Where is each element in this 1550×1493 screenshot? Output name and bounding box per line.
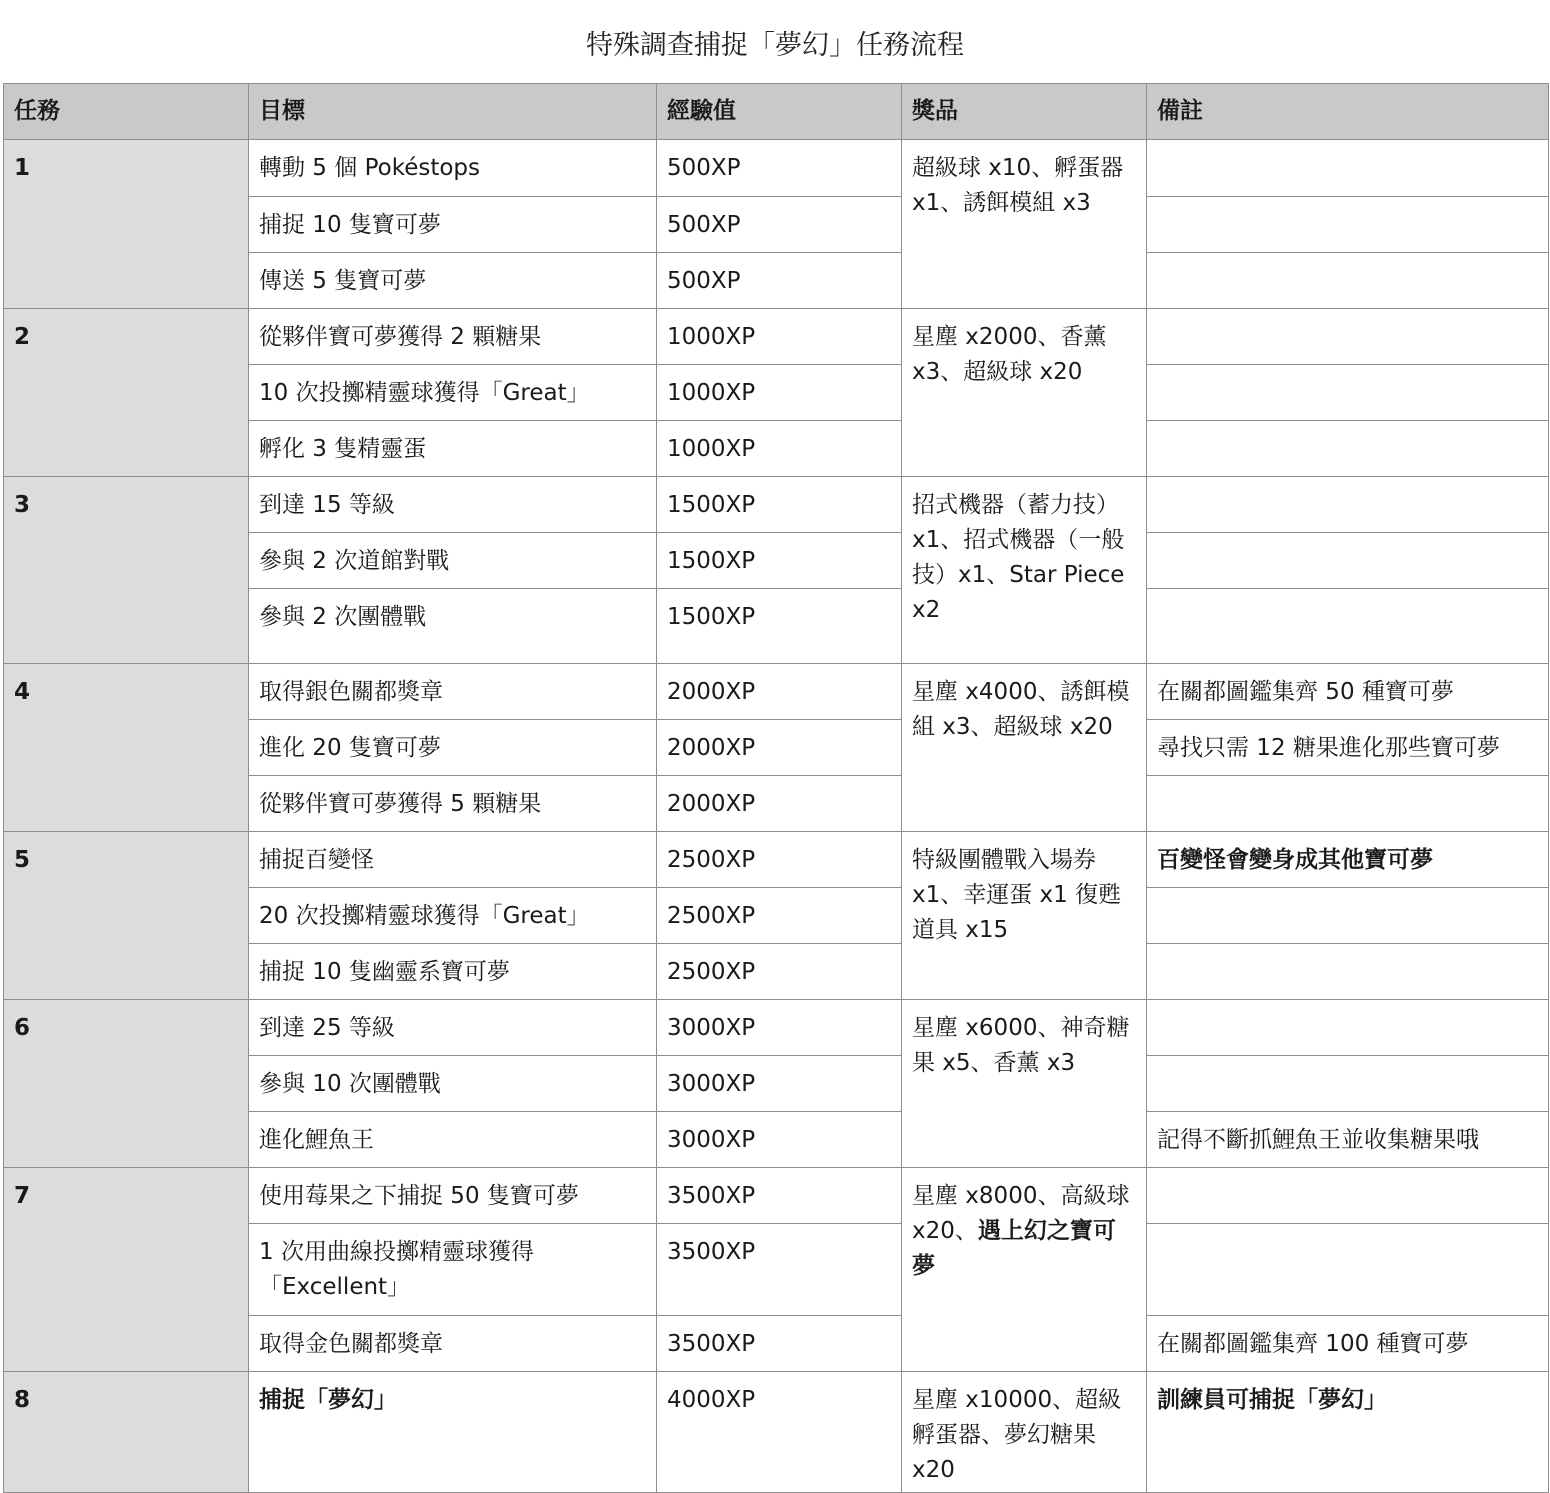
note-cell: 百變怪會變身成其他寶可夢 xyxy=(1147,832,1549,888)
reward-cell xyxy=(902,309,1147,477)
note-cell xyxy=(1147,589,1549,664)
note-cell xyxy=(1147,1000,1549,1056)
table-row xyxy=(4,1372,1549,1493)
note-cell xyxy=(1147,1056,1549,1112)
reward-cell xyxy=(902,477,1147,664)
quest-number: 5 xyxy=(4,832,249,1000)
xp-cell: 500XP xyxy=(657,197,902,253)
reward-cell xyxy=(902,832,1147,1000)
reward-text: 遇上幻之寶可夢 xyxy=(912,1218,1116,1279)
xp-cell: 1000XP xyxy=(657,365,902,421)
goal-cell: 進化 20 隻寶可夢 xyxy=(249,720,657,776)
xp-cell: 1000XP xyxy=(657,421,902,477)
note-cell xyxy=(1147,776,1549,832)
quest-number: 4 xyxy=(4,664,249,832)
quest-number: 8 xyxy=(4,1372,249,1493)
note-cell xyxy=(1147,365,1549,421)
reward-text: 星塵 x4000、誘餌模組 x3、超級球 x20 xyxy=(912,679,1130,740)
goal-cell: 從夥伴寶可夢獲得 5 顆糖果 xyxy=(249,776,657,832)
note-cell: 在關都圖鑑集齊 100 種寶可夢 xyxy=(1147,1316,1549,1372)
xp-cell: 2000XP xyxy=(657,776,902,832)
header-quest: 任務 xyxy=(4,84,249,140)
reward-text: 特級團體戰入場券 x1、幸運蛋 x1 復甦道具 x15 xyxy=(912,847,1122,943)
document-title: 特殊調查捕捉「夢幻」任務流程 xyxy=(586,30,964,61)
goal-cell: 參與 2 次團體戰 xyxy=(249,589,657,664)
reward-cell xyxy=(902,1372,1147,1493)
xp-cell: 2500XP xyxy=(657,888,902,944)
goal-cell: 轉動 5 個 Pokéstops xyxy=(249,140,657,197)
goal-cell: 捕捉 10 隻幽靈系寶可夢 xyxy=(249,944,657,1000)
note-cell xyxy=(1147,944,1549,1000)
xp-cell: 500XP xyxy=(657,253,902,309)
note-cell xyxy=(1147,533,1549,589)
goal-cell: 傳送 5 隻寶可夢 xyxy=(249,253,657,309)
xp-cell: 3000XP xyxy=(657,1056,902,1112)
header-goal: 目標 xyxy=(249,84,657,140)
goal-cell: 取得金色關都獎章 xyxy=(249,1316,657,1372)
xp-cell: 3500XP xyxy=(657,1168,902,1224)
quest-table-body xyxy=(4,140,1549,1493)
goal-cell: 參與 10 次團體戰 xyxy=(249,1056,657,1112)
header-xp: 經驗值 xyxy=(657,84,902,140)
table-row xyxy=(4,664,1549,720)
goal-cell: 捕捉「夢幻」 xyxy=(249,1372,657,1493)
goal-cell: 取得銀色關都獎章 xyxy=(249,664,657,720)
header-reward: 獎品 xyxy=(902,84,1147,140)
note-cell: 尋找只需 12 糖果進化那些寶可夢 xyxy=(1147,720,1549,776)
goal-cell: 到達 25 等級 xyxy=(249,1000,657,1056)
note-cell xyxy=(1147,1168,1549,1224)
goal-cell: 捕捉百變怪 xyxy=(249,832,657,888)
goal-cell: 從夥伴寶可夢獲得 2 顆糖果 xyxy=(249,309,657,365)
note-cell xyxy=(1147,197,1549,253)
note-cell xyxy=(1147,477,1549,533)
note-cell xyxy=(1147,421,1549,477)
xp-cell: 3000XP xyxy=(657,1112,902,1168)
note-cell: 記得不斷抓鯉魚王並收集糖果哦 xyxy=(1147,1112,1549,1168)
reward-text: 招式機器（蓄力技）x1、招式機器（一般技）x1、Star Piece x2 xyxy=(912,492,1125,623)
header-note: 備註 xyxy=(1147,84,1549,140)
reward-cell xyxy=(902,1000,1147,1168)
goal-cell: 捕捉 10 隻寶可夢 xyxy=(249,197,657,253)
xp-cell: 1500XP xyxy=(657,477,902,533)
xp-cell: 3500XP xyxy=(657,1316,902,1372)
reward-text: 星塵 x8000、高級球 x20、 xyxy=(912,1183,1130,1244)
xp-cell: 1000XP xyxy=(657,309,902,365)
goal-cell: 使用莓果之下捕捉 50 隻寶可夢 xyxy=(249,1168,657,1224)
xp-cell: 1500XP xyxy=(657,533,902,589)
reward-text: 星塵 x2000、香薰 x3、超級球 x20 xyxy=(912,324,1107,385)
goal-cell: 1 次用曲線投擲精靈球獲得「Excellent」 xyxy=(249,1224,657,1316)
table-row xyxy=(4,309,1549,365)
reward-text: 星塵 x6000、神奇糖果 x5、香薰 x3 xyxy=(912,1015,1130,1076)
quest-table xyxy=(3,83,1549,1493)
reward-text: 超級球 x10、孵蛋器 x1、誘餌模組 x3 xyxy=(912,155,1124,216)
xp-cell: 4000XP xyxy=(657,1372,902,1493)
note-cell xyxy=(1147,309,1549,365)
table-header-row xyxy=(4,84,1549,140)
quest-number: 1 xyxy=(4,140,249,309)
goal-cell: 20 次投擲精靈球獲得「Great」 xyxy=(249,888,657,944)
note-cell xyxy=(1147,1224,1549,1316)
note-cell: 在關都圖鑑集齊 50 種寶可夢 xyxy=(1147,664,1549,720)
reward-cell xyxy=(902,140,1147,309)
xp-cell: 2500XP xyxy=(657,832,902,888)
quest-number: 2 xyxy=(4,309,249,477)
table-row xyxy=(4,832,1549,888)
goal-cell: 孵化 3 隻精靈蛋 xyxy=(249,421,657,477)
goal-cell: 進化鯉魚王 xyxy=(249,1112,657,1168)
quest-number: 3 xyxy=(4,477,249,664)
note-cell xyxy=(1147,888,1549,944)
reward-cell xyxy=(902,1168,1147,1372)
xp-cell: 2500XP xyxy=(657,944,902,1000)
xp-cell: 2000XP xyxy=(657,720,902,776)
xp-cell: 500XP xyxy=(657,140,902,197)
xp-cell: 1500XP xyxy=(657,589,902,664)
note-cell: 訓練員可捕捉「夢幻」 xyxy=(1147,1372,1549,1493)
quest-number: 6 xyxy=(4,1000,249,1168)
quest-number: 7 xyxy=(4,1168,249,1372)
note-cell xyxy=(1147,253,1549,309)
xp-cell: 3500XP xyxy=(657,1224,902,1316)
table-row xyxy=(4,140,1549,197)
xp-cell: 2000XP xyxy=(657,664,902,720)
table-row xyxy=(4,1000,1549,1056)
reward-text: 星塵 x10000、超級孵蛋器、夢幻糖果 x20 xyxy=(912,1387,1122,1483)
table-row xyxy=(4,1168,1549,1224)
goal-cell: 參與 2 次道館對戰 xyxy=(249,533,657,589)
goal-cell: 到達 15 等級 xyxy=(249,477,657,533)
xp-cell: 3000XP xyxy=(657,1000,902,1056)
reward-cell xyxy=(902,664,1147,832)
goal-cell: 10 次投擲精靈球獲得「Great」 xyxy=(249,365,657,421)
note-cell xyxy=(1147,140,1549,197)
table-row xyxy=(4,477,1549,533)
